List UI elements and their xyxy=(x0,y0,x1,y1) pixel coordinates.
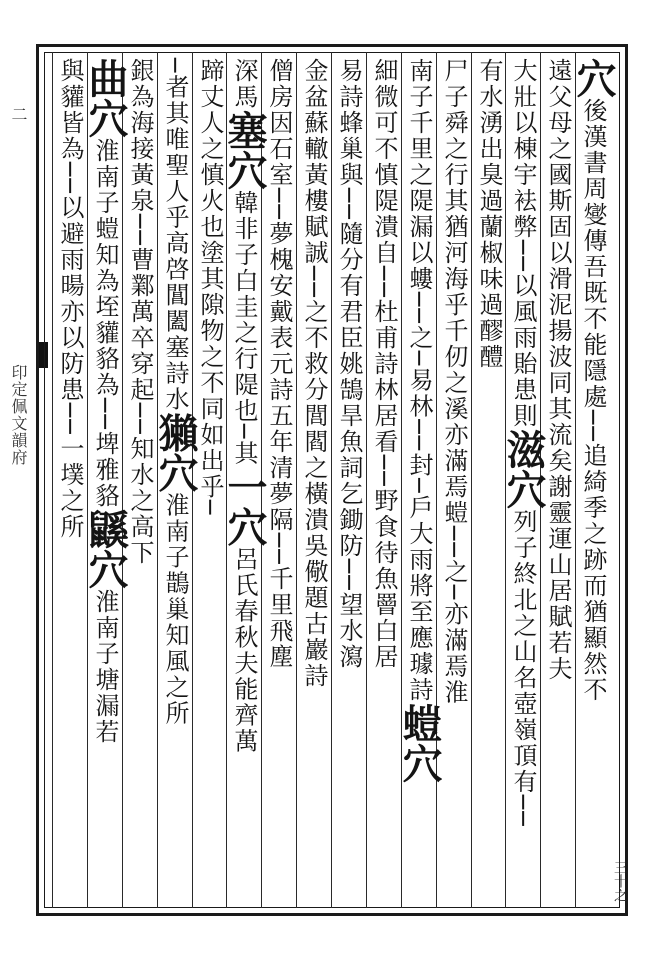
entry-text: 大壯以棟宇袪弊──以風雨貽患則 xyxy=(509,58,537,429)
text-column xyxy=(82,58,129,896)
headword: 穴 xyxy=(570,58,617,98)
text-column xyxy=(366,58,401,896)
entry-text: 列子終北之山名壺嶺頂有── xyxy=(509,508,537,828)
entry-text: 後漢書周燮傳吾既不能隱處──追綺季之跡而猶顯然不 xyxy=(579,98,607,703)
headword: 滋穴 xyxy=(500,428,547,509)
entry-text: 尸子舜之行其猶河海乎千仞之溪亦滿焉螘──之─亦滿焉淮 xyxy=(440,58,468,706)
entry-text: 淮南子塘漏若 xyxy=(91,588,119,745)
text-column xyxy=(52,58,87,896)
margin-top-mark: 二 xyxy=(9,106,28,122)
text-column xyxy=(570,58,617,896)
text-column xyxy=(396,58,443,896)
headword: 螘穴 xyxy=(396,702,443,783)
headword: 鼷穴 xyxy=(82,508,129,589)
entry-text: 南子千里之隄漏以螻──之─易林──封─戶大雨將至應璩詩 xyxy=(405,58,433,703)
entry-text: 金盆蘇轍黃樓賦誠──之不救分閭閻之橫潰吳儆題古巖詩 xyxy=(300,58,328,689)
margin-book-title: 印定佩文韻府 xyxy=(9,364,28,466)
entry-text: 淮南子鵲巢知風之所 xyxy=(161,492,189,727)
entry-text: 深馬 xyxy=(230,58,258,110)
text-column xyxy=(221,58,268,896)
text-column xyxy=(296,58,331,896)
entry-text: 易詩蜂巢與──隨分有君臣姚鵠旱魚詞乞鋤防──望水瀉 xyxy=(335,58,363,670)
entry-text: ──一墣之所 xyxy=(56,402,84,540)
entry-text: 呂氏春秋夫能齊萬 xyxy=(230,546,258,755)
entry-text: 起──知水之高下 xyxy=(126,376,154,566)
entry-text: 韓非子白圭之行隄也─其 xyxy=(230,190,258,467)
entry-text: 與貛皆為──以避雨暘亦以防患 xyxy=(56,58,84,403)
entry-text: 物之不同如出乎─ xyxy=(196,318,224,517)
text-column xyxy=(471,58,506,896)
headword: 曲穴 xyxy=(82,58,129,138)
headword: 一穴 xyxy=(221,466,268,547)
entry-text: 有水湧出臭過蘭椒味過醪醴 xyxy=(475,58,503,370)
entry-text: 僧房因石室──夢槐安戴表元詩五年清夢隔──千里飛塵 xyxy=(265,58,293,670)
entry-text: 蹄 xyxy=(196,58,224,84)
text-column xyxy=(122,58,157,896)
entry-text: 丈人之慎火也塗其隙 xyxy=(196,84,224,318)
headword: 獺穴 xyxy=(152,412,199,493)
page-number: 三十之 xyxy=(612,860,628,902)
entry-text: 遠父母之國斯固以滑泥揚波同其流矣謝靈運山居賦若夫 xyxy=(544,58,572,682)
text-column xyxy=(500,58,547,896)
entry-text: 細微可不慎隄潰自──杜甫詩林居看──野食待魚罾白居 xyxy=(370,58,398,670)
text-column xyxy=(152,58,199,896)
headword: 塞穴 xyxy=(221,110,268,190)
entry-text: ─者其唯聖人乎高啓閶闔塞詩水 xyxy=(161,58,189,413)
text-column xyxy=(331,58,366,896)
entry-text: 銀為海接黃泉──曹鄴萬卒穿 xyxy=(126,58,154,377)
entry-text: 淮南子螘知為垤貛貉為──埤雅貉 xyxy=(91,138,119,509)
